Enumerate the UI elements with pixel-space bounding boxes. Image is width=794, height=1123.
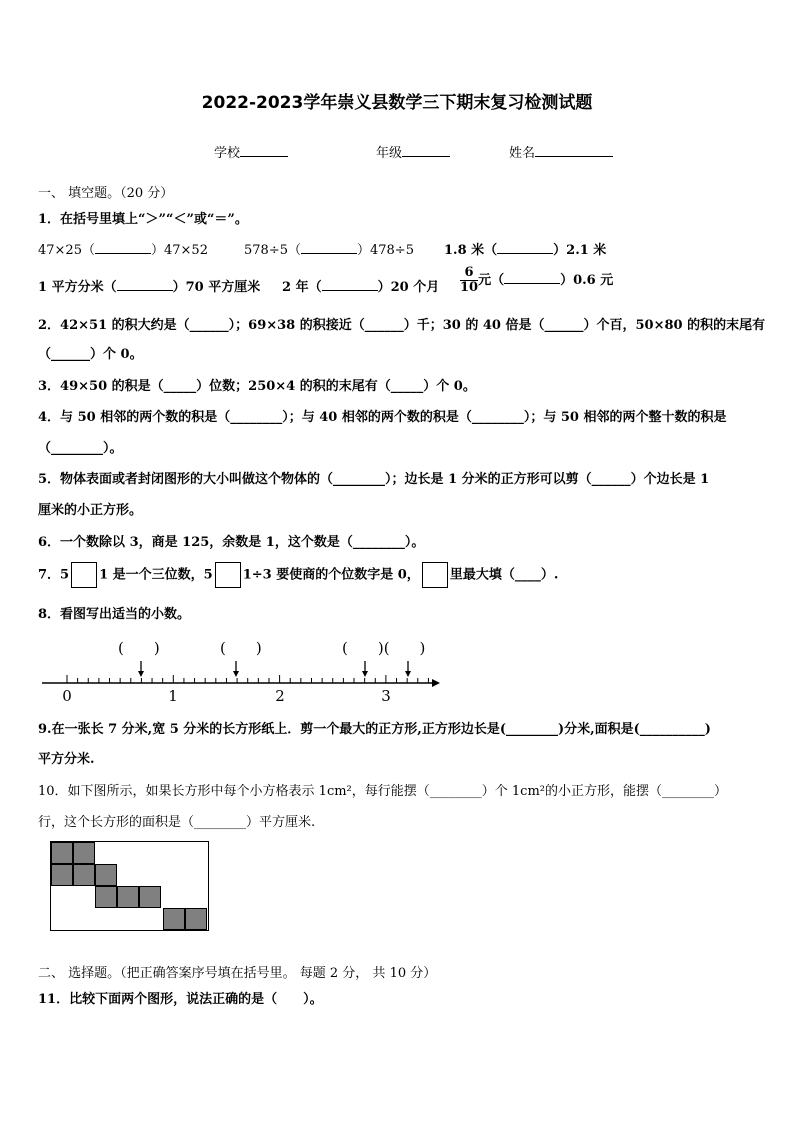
rectangle-figure [50,841,209,931]
grid-cell [117,886,139,908]
name-blank[interactable] [535,144,613,157]
page-title: 2022-2023学年崇义县数学三下期末复习检测试题 [201,93,593,113]
section1-title: 一、 填空题。（20 分） [38,186,174,201]
grid-cell [163,908,185,930]
grid-cell [95,864,117,886]
number-line-pointers [138,661,411,677]
q7-box-1[interactable] [71,562,97,588]
school-blank[interactable] [240,144,288,157]
grid-cell [51,842,73,864]
q7-line [38,562,558,588]
q1-row2-a-blank[interactable] [117,278,173,291]
q1-row2-b-left: 2 年（ [282,280,322,295]
grid-cell [73,842,95,864]
q1-row1-c [444,239,606,258]
q1-row1-a-blank[interactable] [95,241,151,254]
fraction-denominator: 10 [460,280,479,295]
q1-row2-b-blank[interactable] [322,278,378,291]
q6-line1: 6．一个数除以 3，商是 125，余数是 1，这个数是（________）。 [38,535,425,550]
q1-row1-c-right: ）2.1 米 [553,243,607,258]
q1-row2-a-left: 1 平方分米（ [38,280,117,295]
q9-line2: 平方分米. [38,752,95,767]
q1-row2-c [460,266,613,295]
number-line [0,655,794,705]
name-field [509,142,613,161]
tick-label-1: 1 [168,687,178,705]
q8-text: 8．看图写出适当的小数。 [38,607,191,622]
q1-row1-b-blank[interactable] [301,241,357,254]
q8-paren-3[interactable]: ( )( ) [342,639,426,657]
fraction-numerator: 6 [460,266,478,281]
grid-cell [139,886,161,908]
q10-line1: 10．如下图所示，如果长方形中每个小方格表示 1cm²，每行能摆（________）个 1cm²的小正方形，能摆（________） [38,784,727,799]
q1-row1-b-left: 578÷5（ [244,243,301,258]
q4-line2: （________）。 [38,441,123,456]
q11-line1: 11．比较下面两个图形，说法正确的是（ ）。 [38,992,323,1007]
q1-row1-a-right: ）47×52 [150,243,208,258]
q1-row1-c-left: 1.8 米（ [444,243,498,258]
section2-title: 二、 选择题。（把正确答案序号填在括号里。 每题 2 分， 共 10 分） [38,966,437,981]
grid-cell [51,864,73,886]
fraction [460,266,478,295]
q2-line1: 2．42×51 的积大约是（______）；69×38 的积接近（______）千；30 的 40 倍是（______）个百，50×80 的积的末尾有 [38,318,766,333]
q1-row1-a [38,239,208,258]
grid-cell [185,908,207,930]
q4-line1: 4．与 50 相邻的两个数的积是（________）；与 40 相邻的两个数的积是（________）；与 50 相邻的两个整十数的积是 [38,410,727,425]
q7-part2: 1 是一个三位数，5 [99,567,213,583]
tick-label-2: 2 [275,687,285,705]
number-line-arrow [432,679,440,687]
q7-part3: 1÷3 要使商的个位数字是 0， [242,567,420,583]
q1-text: 1．在括号里填上“＞”“＜”或“＝”。 [38,212,248,227]
q1-row1-b [244,239,414,258]
q1-row1-c-blank[interactable] [497,241,553,254]
q2-line2: （______）个 0。 [38,347,143,362]
q1-row2-c-blank[interactable] [504,271,560,284]
tick-label-3: 3 [381,687,391,705]
q1-row2-a [38,276,260,295]
q8-paren-1[interactable]: ( ) [118,639,160,657]
q7-part4: 里最大填（____）. [449,567,559,583]
grade-label: 年级 [376,146,403,161]
grid-cell [95,886,117,908]
q5-line1: 5．物体表面或者封闭图形的大小叫做这个物体的（________）；边长是 1 分米的正方形可以剪（______）个边长是 1 [38,472,710,487]
q7-box-2[interactable] [215,562,241,588]
school-field [214,142,288,161]
grade-blank[interactable] [402,144,450,157]
number-line-ticks [67,675,428,683]
q1-row2-c-unit: 元（ [478,273,505,288]
q1-row2-b-right: ）20 个月 [377,280,440,295]
q5-line2: 厘米的小正方形。 [38,503,143,518]
q3-line1: 3．49×50 的积是（_____）位数；250×4 的积的末尾有（_____）个 0。 [38,379,476,394]
q1-row1-b-right: ）478÷5 [356,243,414,258]
q1-row2-c-right: ）0.6 元 [560,273,614,288]
grade-field [376,142,450,161]
q8-paren-2[interactable]: ( ) [220,639,262,657]
grid-cell [73,864,95,886]
q1-row2-a-right: ）70 平方厘米 [172,280,261,295]
q7-box-3[interactable] [422,562,448,588]
school-label: 学校 [214,146,241,161]
q9-line1: 9.在一张长 7 分米,宽 5 分米的长方形纸上．剪一个最大的正方形,正方形边长是(________)分米,面积是(__________) [38,722,711,737]
q1-row2-b [282,276,439,295]
q10-line2: 行，这个长方形的面积是（________）平方厘米. [38,815,316,830]
q1-row1-a-left: 47×25（ [38,243,95,258]
q7-part1: 7．5 [38,567,70,583]
name-label: 姓名 [509,146,536,161]
tick-label-0: 0 [62,687,72,705]
